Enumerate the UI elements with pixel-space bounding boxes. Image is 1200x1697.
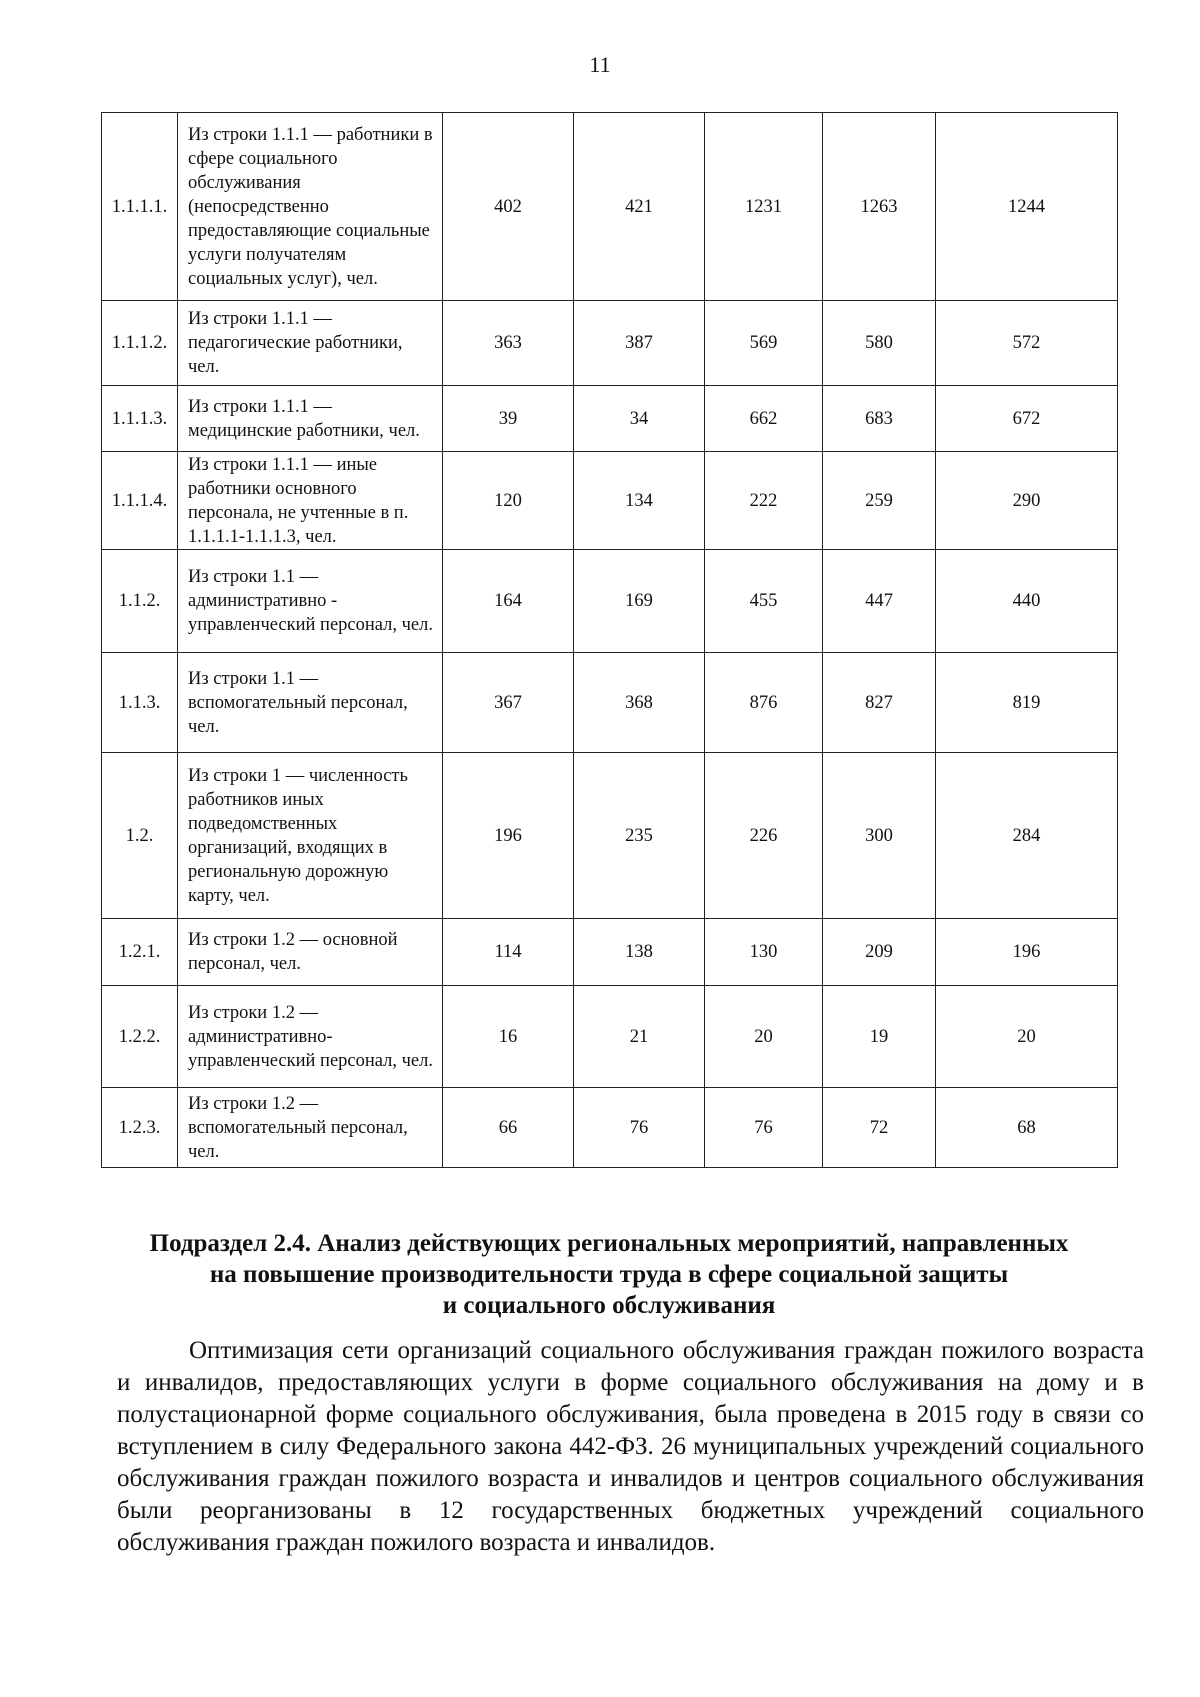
value-cell: 66 <box>443 1088 574 1168</box>
value-cell: 580 <box>823 301 936 386</box>
value-cell: 20 <box>936 986 1118 1088</box>
value-cell: 76 <box>574 1088 705 1168</box>
table-row <box>102 653 1118 753</box>
value-cell: 39 <box>443 386 574 452</box>
table-row <box>102 301 1118 386</box>
value-cell: 120 <box>443 452 574 550</box>
value-cell: 235 <box>574 753 705 919</box>
value-cell: 290 <box>936 452 1118 550</box>
row-code: 1.1.2. <box>102 550 178 653</box>
row-description: Из строки 1.1 — вспомогательный персонал, чел. <box>178 653 443 753</box>
value-cell: 1231 <box>705 113 823 301</box>
value-cell: 284 <box>936 753 1118 919</box>
row-description: Из строки 1.1.1 — иные работники основного персонала, не учтенные в п. 1.1.1.1-1.1.1.3, чел. <box>178 452 443 550</box>
row-code: 1.2.1. <box>102 919 178 986</box>
row-code: 1.1.1.2. <box>102 301 178 386</box>
value-cell: 21 <box>574 986 705 1088</box>
value-cell: 1244 <box>936 113 1118 301</box>
row-description: Из строки 1.1.1 — педагогические работники, чел. <box>178 301 443 386</box>
table-row <box>102 919 1118 986</box>
value-cell: 222 <box>705 452 823 550</box>
value-cell: 683 <box>823 386 936 452</box>
value-cell: 164 <box>443 550 574 653</box>
value-cell: 114 <box>443 919 574 986</box>
value-cell: 16 <box>443 986 574 1088</box>
table-row <box>102 452 1118 550</box>
value-cell: 20 <box>705 986 823 1088</box>
row-code: 1.2.3. <box>102 1088 178 1168</box>
value-cell: 72 <box>823 1088 936 1168</box>
value-cell: 402 <box>443 113 574 301</box>
value-cell: 819 <box>936 653 1118 753</box>
table-row <box>102 386 1118 452</box>
page-number: 11 <box>589 52 611 77</box>
value-cell: 572 <box>936 301 1118 386</box>
row-description: Из строки 1 — численность работников иных подведомственных организаций, входящих в региональную дорожную карту, чел. <box>178 753 443 919</box>
value-cell: 68 <box>936 1088 1118 1168</box>
value-cell: 421 <box>574 113 705 301</box>
section-title-line: на повышение производительности труда в сфере социальной защиты <box>209 1261 1009 1288</box>
value-cell: 1263 <box>823 113 936 301</box>
table-row <box>102 753 1118 919</box>
value-cell: 76 <box>705 1088 823 1168</box>
value-cell: 138 <box>574 919 705 986</box>
value-cell: 569 <box>705 301 823 386</box>
value-cell: 455 <box>705 550 823 653</box>
value-cell: 196 <box>936 919 1118 986</box>
table-row <box>102 550 1118 653</box>
table-row <box>102 1088 1118 1168</box>
row-code: 1.1.3. <box>102 653 178 753</box>
value-cell: 387 <box>574 301 705 386</box>
value-cell: 363 <box>443 301 574 386</box>
row-code: 1.2. <box>102 753 178 919</box>
value-cell: 367 <box>443 653 574 753</box>
value-cell: 130 <box>705 919 823 986</box>
value-cell: 300 <box>823 753 936 919</box>
value-cell: 209 <box>823 919 936 986</box>
value-cell: 440 <box>936 550 1118 653</box>
value-cell: 827 <box>823 653 936 753</box>
value-cell: 259 <box>823 452 936 550</box>
staff-table <box>101 112 1118 1168</box>
value-cell: 672 <box>936 386 1118 452</box>
value-cell: 876 <box>705 653 823 753</box>
value-cell: 368 <box>574 653 705 753</box>
row-description: Из строки 1.2 — административно-управленческий персонал, чел. <box>178 986 443 1088</box>
value-cell: 196 <box>443 753 574 919</box>
value-cell: 662 <box>705 386 823 452</box>
value-cell: 447 <box>823 550 936 653</box>
table-row <box>102 986 1118 1088</box>
row-description: Из строки 1.2 — вспомогательный персонал, чел. <box>178 1088 443 1168</box>
value-cell: 19 <box>823 986 936 1088</box>
body-paragraph: Оптимизация сети организаций социального обслуживания граждан пожилого возраста и инвалидов, предоставляющих услуги в форме социального обслуживания на дому и в полустационарной форме социального обслуживания, была проведена в 2015 году в связи со вступлением в силу Федерального закона 442-ФЗ. 26 муниципальных учреждений социального обслуживания граждан пожилого возраста и инвалидов и центров социального обслуживания были реорганизованы в 12 государственных бюджетных учреждений социального обслуживания граждан пожилого возраста и инвалидов. <box>117 1337 1144 1556</box>
table-row <box>102 113 1118 301</box>
row-description: Из строки 1.2 — основной персонал, чел. <box>178 919 443 986</box>
row-code: 1.2.2. <box>102 986 178 1088</box>
value-cell: 134 <box>574 452 705 550</box>
row-description: Из строки 1.1.1 — медицинские работники, чел. <box>178 386 443 452</box>
value-cell: 34 <box>574 386 705 452</box>
section-title-line: и социального обслуживания <box>442 1292 776 1319</box>
section-title-line: Подраздел 2.4. Анализ действующих региональных мероприятий, направленных <box>149 1230 1069 1257</box>
row-description: Из строки 1.1 — административно - управленческий персонал, чел. <box>178 550 443 653</box>
value-cell: 226 <box>705 753 823 919</box>
row-code: 1.1.1.4. <box>102 452 178 550</box>
value-cell: 169 <box>574 550 705 653</box>
row-description: Из строки 1.1.1 — работники в сфере социального обслуживания (непосредственно предоставляющие социальные услуги получателям социальных услуг), чел. <box>178 113 443 301</box>
section-title <box>101 1228 1117 1321</box>
row-code: 1.1.1.1. <box>102 113 178 301</box>
row-code: 1.1.1.3. <box>102 386 178 452</box>
